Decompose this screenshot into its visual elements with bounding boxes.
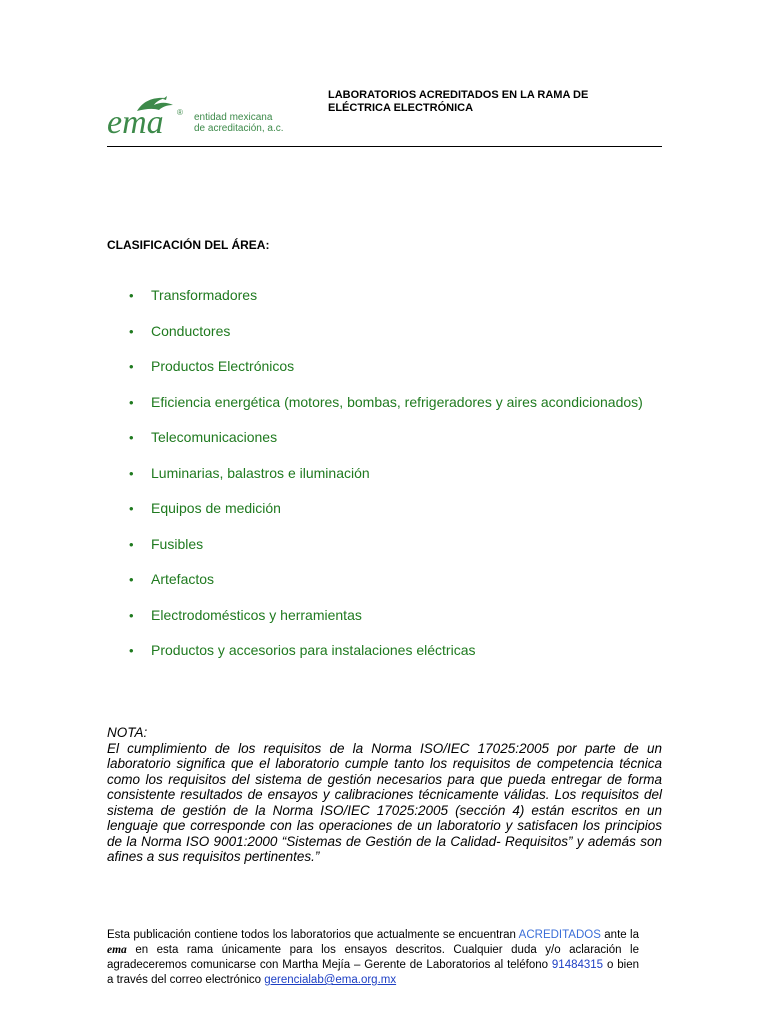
bullet-icon: • — [129, 359, 134, 374]
ema-inline-brand: ema — [107, 944, 127, 956]
list-item-label: Electrodomésticos y herramientas — [151, 606, 362, 623]
bullet-icon: • — [129, 288, 134, 303]
footer-part4: o bien a través del correo electrónico — [107, 959, 639, 986]
footer-text — [107, 928, 639, 988]
list-item-label: Eficiencia energética (motores, bombas, refrigeradores y aires acondicionados) — [151, 393, 643, 410]
bullet-icon: • — [129, 501, 134, 516]
list-item — [107, 358, 667, 375]
header-divider — [107, 146, 662, 147]
footer-part3: en esta rama únicamente para los ensayos descritos. Cualquier duda y/o aclaración le agradeceremos comunicarse con Martha Mejía – Gerente de Laboratorios al teléfono — [107, 944, 639, 971]
email-link[interactable]: gerencialab@ema.org.mx — [264, 974, 397, 986]
logo-tagline-line1: entidad mexicana — [194, 112, 273, 123]
list-item — [107, 607, 667, 624]
list-item — [107, 642, 667, 659]
bullet-icon: • — [129, 536, 134, 552]
list-item-label: Conductores — [151, 322, 231, 339]
list-item-label: Artefactos — [151, 571, 215, 587]
bullet-icon: • — [129, 323, 134, 339]
section-heading: CLASIFICACIÓN DEL ÁREA: — [107, 238, 270, 252]
page-title-line2: ELÉCTRICA ELECTRÓNICA — [328, 102, 474, 114]
phone-number: 91484315 — [551, 959, 604, 971]
area-list — [107, 287, 667, 678]
bullet-icon: • — [129, 607, 134, 623]
page-title — [328, 89, 648, 115]
list-item — [107, 323, 667, 340]
note-text: El cumplimiento de los requisitos de la Norma ISO/IEC 17025:2005 por parte de un laboratorio significa que el laboratorio cumple tanto los requisitos de competencia técnica como los requisitos del sistema de gestión necesarios para que pueda entregar de forma consistente resultados de ensayos y calibraciones técnicamente válidas. Los requisitos del sistema de gestión de la Norma ISO/IEC 17025:2005 (sección 4) están escritos en un lenguaje que corresponde con las operaciones de un laboratorio y satisfacen los principios de la Norma ISO 9001:2000 “Sistemas de Gestión de la Calidad- Requisitos” y además son afines a sus requisitos pertinentes.” — [107, 740, 662, 864]
list-item-label: Equipos de medición — [151, 500, 281, 516]
bullet-icon: • — [129, 643, 134, 658]
list-item — [107, 287, 667, 304]
list-item — [107, 465, 667, 482]
list-item-label: Transformadores — [151, 287, 258, 303]
list-item-label: Telecomunicaciones — [151, 429, 278, 445]
footer-part2: ante la — [600, 929, 639, 941]
bullet-icon: • — [129, 465, 134, 481]
bullet-icon: • — [129, 572, 134, 587]
logo-brand-text: ema — [107, 104, 164, 141]
bullet-icon: • — [129, 394, 134, 410]
note-block — [107, 725, 662, 865]
list-item-label: Luminarias, balastros e iluminación — [151, 464, 370, 481]
page-title-line1: LABORATORIOS ACREDITADOS EN LA RAMA DE — [328, 89, 589, 101]
list-item — [107, 394, 667, 411]
registered-mark: ® — [177, 108, 183, 117]
list-item-label: Productos y accesorios para instalaciones eléctricas — [151, 642, 476, 658]
list-item-label: Productos Electrónicos — [151, 358, 295, 374]
list-item — [107, 536, 667, 553]
acreditados-text: ACREDITADOS — [518, 929, 601, 941]
list-item — [107, 429, 667, 446]
footer-part1: Esta publicación contiene todos los laboratorios que actualmente se encuentran — [107, 929, 519, 941]
logo-tagline-line2: de acreditación, a.c. — [194, 123, 284, 134]
bullet-icon: • — [129, 430, 134, 445]
list-item — [107, 571, 667, 588]
list-item — [107, 500, 667, 517]
note-label: NOTA: — [107, 725, 148, 740]
logo-tagline — [194, 112, 284, 134]
list-item-label: Fusibles — [151, 535, 204, 552]
